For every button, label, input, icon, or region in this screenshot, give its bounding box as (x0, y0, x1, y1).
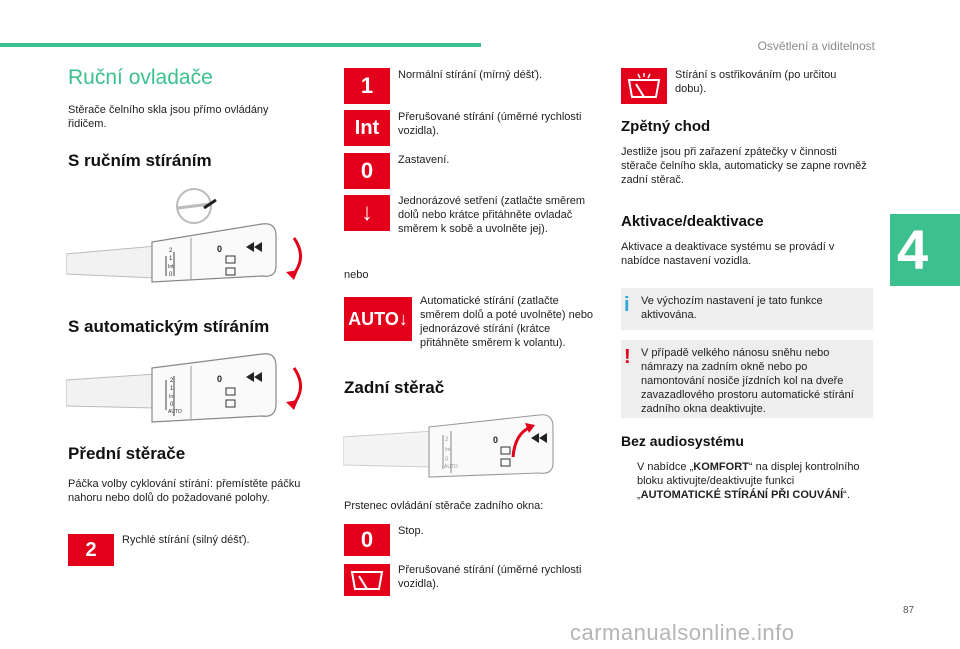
info-box (621, 288, 873, 330)
activation-text: Aktivace a deaktivace systému se provádí v nabídce nastavení vozidla. (621, 241, 835, 267)
heading-auto-wiping: S automatickým stíráním (68, 317, 270, 336)
menu-komfort: KOMFORT (693, 461, 749, 473)
rear-wiper-stalk-illustration (343, 413, 563, 479)
position-int-text: Přerušované stírání (úměrné rychlosti vozidla). (398, 111, 582, 137)
svg-text:2: 2 (169, 248, 173, 254)
badge-position-int: Int (344, 110, 390, 146)
page-title: Ruční ovladače (68, 66, 213, 89)
svg-text:1: 1 (169, 256, 173, 262)
chapter-number: 4 (897, 218, 929, 281)
rear-intermittent-text: Přerušované stírání (úměrné rychlosti vozidla). (398, 564, 582, 590)
position-0-text: Zastavení. (398, 154, 450, 166)
svg-text:1: 1 (170, 386, 174, 392)
no-audio-prefix: V nabídce „ (637, 461, 694, 473)
heading-activation: Aktivace/deaktivace (621, 213, 764, 230)
warning-icon: ! (624, 346, 631, 368)
svg-text:Int: Int (169, 394, 175, 400)
badge-rear-intermittent (344, 564, 390, 596)
info-text: Ve výchozím nastavení je tato funkce aktivována. (641, 295, 823, 321)
warning-text: V případě velkého nánosu sněhu nebo námrazy na zadním okně nebo po namontování nosiče jízdních kol na dveře zavazadlového prostoru automatické stírání zadního okna deaktivujte. (641, 347, 854, 415)
washer-text: Stírání s ostřikováním (po určitou dobu). (675, 69, 837, 95)
position-1-text: Normální stírání (mírný déšť). (398, 69, 543, 81)
heading-reverse: Zpětný chod (621, 118, 711, 135)
svg-text:0: 0 (493, 435, 499, 445)
rear-wiper-icon (349, 568, 385, 592)
svg-text:0: 0 (445, 457, 449, 463)
function-name: AUTOMATICKÉ STÍRÁNÍ PŘI COUVÁNÍ (640, 489, 844, 501)
single-wipe-text: Jednorázové setření (zatlačte směrem dolů nebo krátce přitáhněte ovladač směrem k sobě a uvolněte jej). (398, 195, 586, 235)
auto-wiper-stalk-illustration (66, 350, 316, 430)
position-2-text: Rychlé stírání (silný déšť). (122, 534, 250, 546)
ring-text: Prstenec ovládání stěrače zadního okna: (344, 500, 544, 512)
svg-text:AUTO: AUTO (168, 409, 182, 415)
front-wipers-text: Páčka volby cyklování stírání: přemístěte páčku nahoru nebo dolů do požadované polohy. (68, 478, 301, 504)
watermark: carmanualsonline.info (570, 620, 795, 645)
section-title: Osvětlení a viditelnost (757, 39, 875, 53)
page-number: 87 (903, 605, 915, 616)
info-icon: i (624, 294, 630, 316)
badge-position-0: 0 (344, 153, 390, 189)
svg-text:0: 0 (217, 374, 223, 384)
svg-text:Int: Int (445, 447, 451, 453)
svg-text:2: 2 (170, 378, 174, 384)
no-audio-mid: “ na displej kontrolního bloku aktivujte/deaktivujte funkci „ (637, 461, 860, 501)
auto-wipe-text: Automatické stírání (zatlačte směrem dolů a poté uvolněte) nebo jednorázové stírání (krátce přitáhněte směrem k volantu). (420, 295, 594, 349)
svg-text:Int: Int (168, 264, 174, 270)
badge-washer (621, 68, 667, 104)
heading-front-wipers: Přední stěrače (68, 444, 186, 463)
nebo-text: nebo (344, 269, 369, 281)
no-audio-text (637, 460, 875, 502)
heading-no-audio: Bez audiosystému (621, 433, 744, 449)
reverse-text: Jestliže jsou při zařazení zpátečky v činnosti stěrače čelního skla, automaticky se zapne rovněž zadní stěrač. (621, 146, 867, 186)
badge-rear-stop: 0 (344, 524, 390, 556)
heading-rear-wiper: Zadní stěrač (344, 378, 445, 397)
svg-text:0: 0 (217, 244, 223, 254)
badge-single-wipe: ↓ (344, 195, 390, 231)
intro-text: Stěrače čelního skla jsou přímo ovládány řidičem. (68, 104, 269, 130)
rear-stop-text: Stop. (398, 525, 424, 537)
heading-manual-wiping: S ručním stíráním (68, 151, 212, 170)
svg-text:2: 2 (445, 437, 449, 443)
badge-auto: AUTO↓ (344, 297, 412, 341)
svg-text:0: 0 (170, 402, 174, 408)
svg-text:0: 0 (169, 272, 173, 278)
svg-text:AUTO: AUTO (444, 464, 458, 470)
no-audio-end: “. (843, 489, 850, 501)
badge-position-1: 1 (344, 68, 390, 104)
header-accent-bar (0, 43, 481, 47)
warning-box (621, 340, 873, 418)
badge-position-2: 2 (68, 534, 114, 566)
rear-washer-icon (626, 72, 662, 100)
manual-wiper-stalk-illustration (66, 186, 316, 290)
